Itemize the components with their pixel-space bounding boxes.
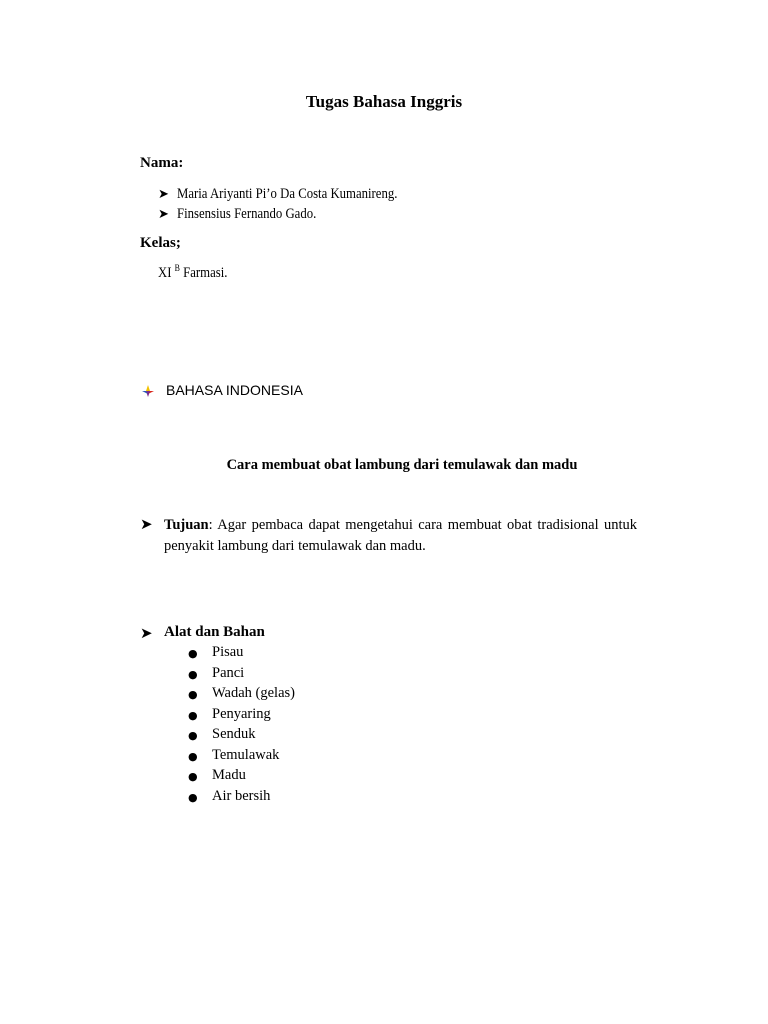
round-dot-icon: ● [188, 729, 198, 742]
list-item: Wadah (gelas) [212, 685, 295, 701]
list-item: Temulawak [212, 747, 280, 763]
kelas-label: Kelas; [140, 235, 181, 251]
section-heading: Cara membuat obat lambung dari temulawak dan madu [226, 457, 578, 473]
round-dot-icon: ● [188, 750, 198, 763]
round-dot-icon: ● [188, 668, 198, 681]
arrowhead-bullet-icon: ➤ [158, 207, 169, 222]
arrowhead-bullet-icon: ➤ [140, 515, 153, 533]
colored-diamond-icon [142, 385, 154, 397]
list-item: Penyaring [212, 706, 271, 722]
name-item-1: Maria Ariyanti Pi’o Da Costa Kumanireng. [177, 186, 398, 202]
kelas-superscript: B [174, 263, 180, 273]
round-dot-icon: ● [188, 709, 198, 722]
round-dot-icon: ● [188, 770, 198, 783]
round-dot-icon: ● [188, 647, 198, 660]
arrowhead-bullet-icon: ➤ [140, 624, 153, 642]
tujuan-label: Tujuan [164, 517, 209, 533]
arrowhead-bullet-icon: ➤ [158, 187, 169, 202]
tujuan-text: : Agar pembaca dapat mengetahui cara membuat obat tradisional untuk penyakit lambung dari temulawak dan madu. [164, 517, 637, 554]
name-item-2: Finsensius Fernando Gado. [177, 206, 317, 222]
list-item: Pisau [212, 644, 244, 660]
round-dot-icon: ● [188, 688, 198, 701]
list-item: Madu [212, 767, 246, 783]
list-item: Air bersih [212, 788, 271, 804]
list-item: Senduk [212, 726, 256, 742]
kelas-value [158, 265, 227, 282]
tujuan-paragraph [164, 515, 637, 557]
section-label: BAHASA INDONESIA [166, 382, 303, 398]
alat-label: Alat dan Bahan [164, 624, 265, 640]
kelas-prefix: XI [158, 265, 172, 281]
list-item: Panci [212, 665, 245, 681]
document-title: Tugas Bahasa Inggris [305, 92, 463, 111]
nama-label: Nama: [140, 155, 184, 171]
kelas-suffix: Farmasi. [183, 265, 228, 281]
round-dot-icon: ● [188, 791, 198, 804]
